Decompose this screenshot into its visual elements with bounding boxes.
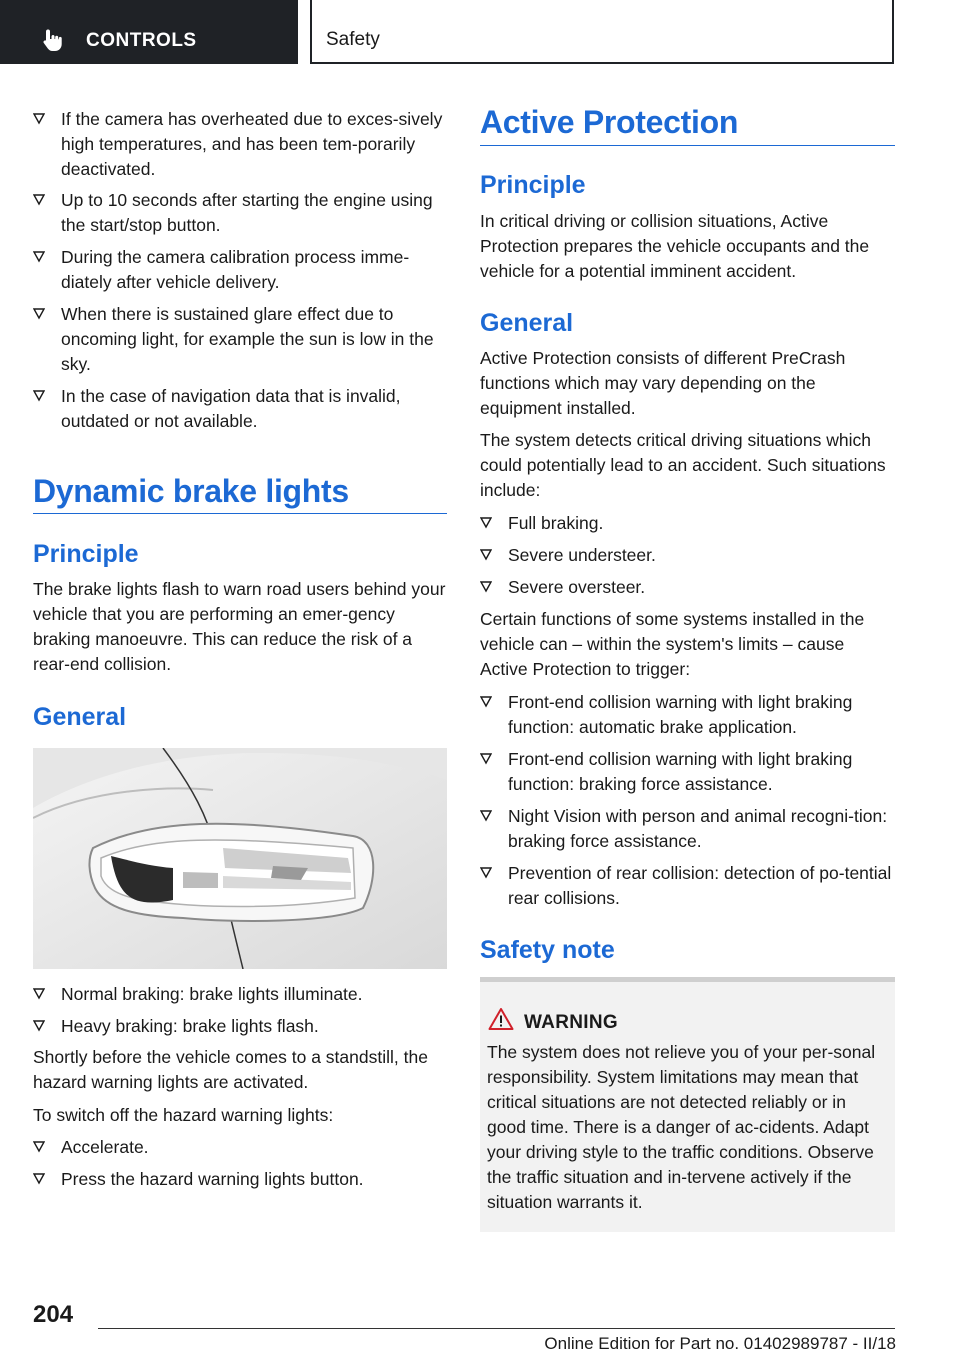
section-tab-label: CONTROLS: [86, 30, 197, 51]
general-text-1: Active Protection consists of different PreCrash functions which may vary depending on the equipment installed.: [480, 348, 846, 418]
general-heading: General: [480, 309, 574, 337]
list-item-text: Front-end collision warning with light braking function: braking force assistance.: [508, 749, 853, 794]
title-divider: [480, 145, 895, 146]
edition-text: Online Edition for Part no. 01402989787 - II/18: [544, 1334, 896, 1353]
switch-off-text: To switch off the hazard warning lights:: [33, 1105, 334, 1125]
page-number: 204: [33, 1301, 74, 1328]
warning-box: [480, 977, 895, 1232]
warning-triangle-icon: [488, 1007, 514, 1031]
section-title: Active Protection: [480, 104, 739, 140]
list-item-text: Heavy braking: brake lights flash.: [61, 1016, 319, 1036]
section-title: Dynamic brake lights: [33, 473, 349, 509]
list-item-text: In the case of navigation data that is invalid, outdated or not available.: [61, 386, 401, 431]
section-tab[interactable]: [0, 0, 298, 64]
principle-text: In critical driving or collision situations, Active Protection prepares the vehicle occupants and the vehicle for a potential imminent accident.: [480, 211, 870, 281]
pointing-hand-icon: [42, 28, 68, 52]
list-item-text: Press the hazard warning lights button.: [61, 1169, 364, 1189]
list-item-text: Night Vision with person and animal recogni-tion: braking force assistance.: [508, 806, 888, 851]
warning-text: The system does not relieve you of your per-sonal responsibility. System limitations may mean that critical situations are not detected reliably or in good time. There is a danger of ac-cidents. Adapt your driving style to the traffic conditions. Observe the traffic situation and in-tervene actively if the situation warrants it.: [487, 1042, 876, 1212]
list-item-text: Prevention of rear collision: detection of po-tential rear collisions.: [508, 863, 892, 908]
footer-divider: [98, 1328, 895, 1329]
principle-heading: Principle: [480, 171, 586, 199]
principle-text: The brake lights flash to warn road users behind your vehicle that you are performing an emer-gency braking manoeuvre. This can reduce the risk of a rear-end collision.: [33, 579, 446, 674]
list-item-text: Up to 10 seconds after starting the engine using the start/stop button.: [61, 190, 433, 235]
list-item-text: Front-end collision warning with light braking function: automatic brake application.: [508, 692, 853, 737]
principle-heading: Principle: [33, 540, 139, 568]
list-item-text: During the camera calibration process imme-diately after vehicle delivery.: [61, 247, 410, 292]
list-item-text: Normal braking: brake lights illuminate.: [61, 984, 363, 1004]
list-item-text: Severe understeer.: [508, 545, 656, 565]
list-item-text: Severe oversteer.: [508, 577, 646, 597]
list-item-text: Accelerate.: [61, 1137, 149, 1157]
warning-title: WARNING: [524, 1012, 618, 1033]
title-divider: [33, 513, 447, 514]
tail-light-illustration: [33, 748, 447, 969]
topic-tab[interactable]: [310, 0, 894, 64]
general-heading: General: [33, 703, 127, 731]
list-item-text: When there is sustained glare effect due to oncoming light, for example the sun is low in the sky.: [61, 304, 434, 374]
list-item-text: Full braking.: [508, 513, 604, 533]
list-item-text: If the camera has overheated due to exces-sively high temperatures, and has been tem-porarily deactivated.: [61, 109, 443, 179]
trigger-text: Certain functions of some systems installed in the vehicle can – within the system's limits – cause Active Protection to trigger:: [480, 609, 865, 679]
safety-heading: Safety note: [480, 936, 615, 964]
topic-tab-label: Safety: [326, 29, 380, 50]
page-header: [0, 0, 960, 66]
standstill-text: Shortly before the vehicle comes to a standstill, the hazard warning lights are activated.: [33, 1047, 428, 1092]
general-text-2: The system detects critical driving situations which could potentially lead to an accident. Such situations include:: [480, 430, 886, 500]
